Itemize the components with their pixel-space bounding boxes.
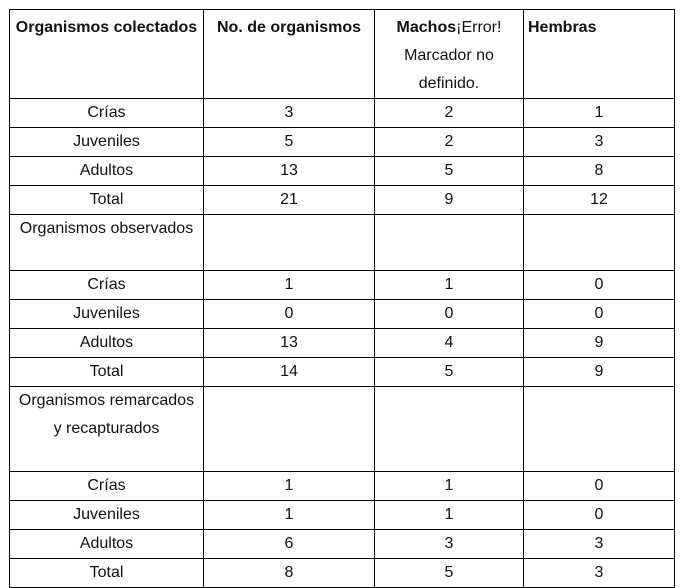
table-row: [10, 358, 675, 387]
males-cell: 9: [375, 186, 524, 215]
males-cell: 2: [375, 99, 524, 128]
females-cell: 0: [524, 472, 675, 501]
table-row: [10, 271, 675, 300]
count-cell: 14: [204, 358, 375, 387]
count-cell: 13: [204, 157, 375, 186]
males-cell: 1: [375, 271, 524, 300]
organisms-table: [9, 9, 675, 588]
females-cell: 0: [524, 501, 675, 530]
males-cell: 4: [375, 329, 524, 358]
machos-label: Machos: [396, 19, 457, 36]
count-cell: 0: [204, 300, 375, 329]
section-title-row: [10, 215, 675, 271]
females-cell: 12: [524, 186, 675, 215]
count-cell: 13: [204, 329, 375, 358]
row-label: Adultos: [10, 157, 204, 186]
empty-cell: [375, 215, 524, 271]
females-cell: 9: [524, 358, 675, 387]
males-cell: 2: [375, 128, 524, 157]
table-row: [10, 559, 675, 588]
table-row: [10, 530, 675, 559]
header-hembras: Hembras: [524, 10, 675, 99]
females-cell: 0: [524, 300, 675, 329]
females-cell: 3: [524, 530, 675, 559]
empty-cell: [524, 215, 675, 271]
empty-cell: [524, 387, 675, 472]
empty-cell: [204, 215, 375, 271]
males-cell: 5: [375, 157, 524, 186]
row-label: Juveniles: [10, 501, 204, 530]
row-label: Crías: [10, 472, 204, 501]
females-cell: 8: [524, 157, 675, 186]
row-label: Crías: [10, 271, 204, 300]
females-cell: 1: [524, 99, 675, 128]
header-row: [10, 10, 675, 99]
section-title-row: [10, 387, 675, 472]
table-row: [10, 186, 675, 215]
males-cell: 1: [375, 472, 524, 501]
count-cell: 1: [204, 501, 375, 530]
row-label: Crías: [10, 99, 204, 128]
count-cell: 5: [204, 128, 375, 157]
table-row: [10, 157, 675, 186]
row-label: Total: [10, 559, 204, 588]
table-row: [10, 472, 675, 501]
females-cell: 3: [524, 559, 675, 588]
empty-cell: [375, 387, 524, 472]
count-cell: 6: [204, 530, 375, 559]
table-row: [10, 501, 675, 530]
row-label: Total: [10, 358, 204, 387]
row-label: Juveniles: [10, 300, 204, 329]
males-cell: 0: [375, 300, 524, 329]
females-cell: 3: [524, 128, 675, 157]
section-title: Organismos observados: [10, 215, 204, 271]
table-row: [10, 329, 675, 358]
males-cell: 5: [375, 559, 524, 588]
header-no-organismos: No. de organismos: [204, 10, 375, 99]
females-cell: 0: [524, 271, 675, 300]
section-title: Organismos remarcados y recapturados: [10, 387, 204, 472]
table-row: [10, 300, 675, 329]
row-label: Juveniles: [10, 128, 204, 157]
header-organismos-colectados: Organismos colectados: [10, 10, 204, 99]
males-cell: 3: [375, 530, 524, 559]
header-machos: [375, 10, 524, 99]
bookmark-error: ¡Error! Marcador no definido.: [404, 19, 502, 92]
table-row: [10, 99, 675, 128]
count-cell: 3: [204, 99, 375, 128]
count-cell: 1: [204, 472, 375, 501]
count-cell: 1: [204, 271, 375, 300]
males-cell: 5: [375, 358, 524, 387]
females-cell: 9: [524, 329, 675, 358]
count-cell: 8: [204, 559, 375, 588]
count-cell: 21: [204, 186, 375, 215]
row-label: Adultos: [10, 329, 204, 358]
row-label: Total: [10, 186, 204, 215]
row-label: Adultos: [10, 530, 204, 559]
males-cell: 1: [375, 501, 524, 530]
empty-cell: [204, 387, 375, 472]
table-row: [10, 128, 675, 157]
